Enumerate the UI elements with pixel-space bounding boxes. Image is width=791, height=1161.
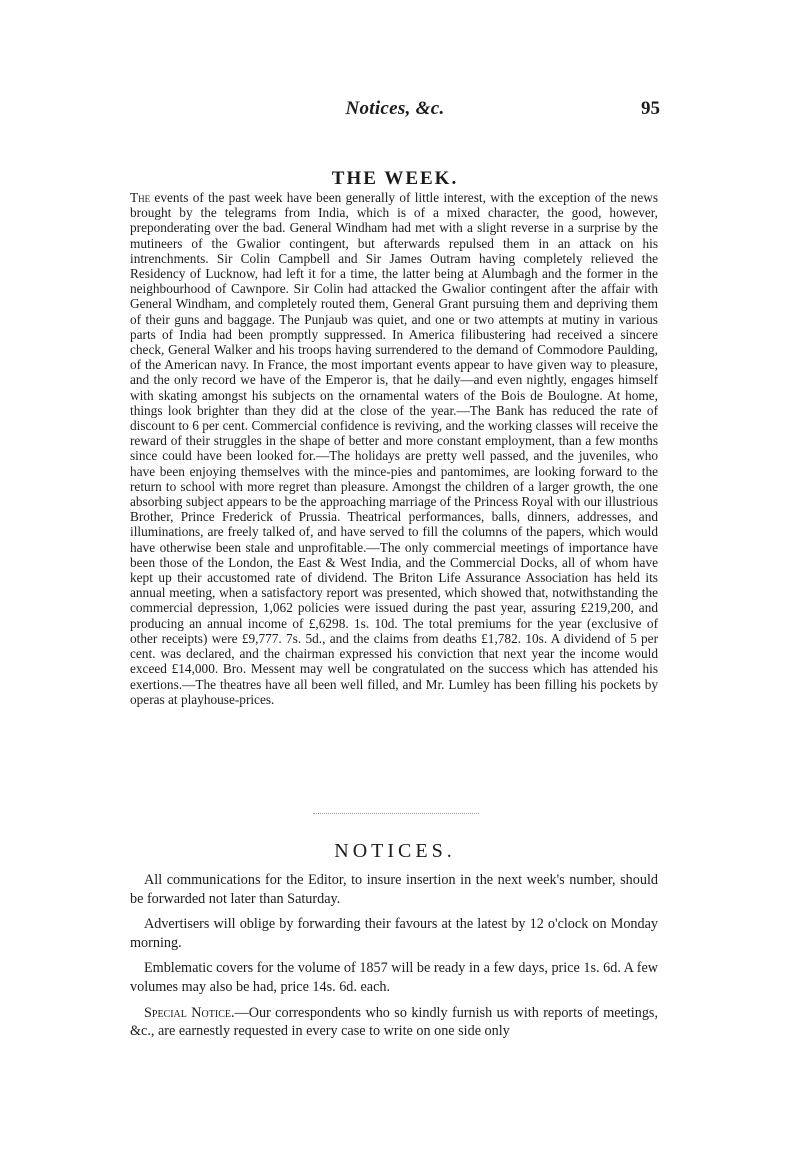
notice-text: Advertisers will oblige by forwarding their favours at the latest by 12 o'clock on Monday morning. <box>130 916 658 951</box>
week-body-paragraph <box>130 190 658 707</box>
notice-paragraph-advertisers <box>130 915 658 952</box>
notice-text: Emblematic covers for the volume of 1857 will be ready in a few days, price 1s. 6d. A few volumes may also be had, price 14s. 6d. each. <box>130 960 658 995</box>
week-body-lead: The <box>130 190 151 205</box>
notices-list <box>130 871 658 1048</box>
page-number: 95 <box>641 98 660 119</box>
notice-text: —Our correspondents who so kindly furnish us with reports of meetings, &c., are earnestly requested in every case to write on one side only <box>130 1004 658 1040</box>
section-divider <box>313 813 479 814</box>
notice-text: All communications for the Editor, to insure insertion in the next week's number, should be forwarded not later than Saturday. <box>130 872 658 907</box>
notice-paragraph-special <box>130 1004 658 1041</box>
notice-paragraph-editor <box>130 871 658 908</box>
notice-paragraph-covers <box>130 959 658 996</box>
notices-section-title: NOTICES. <box>334 840 456 862</box>
week-body-text: events of the past week have been generally of little interest, with the exception of the news brought by the telegrams from India, which is of a mixed character, the good, however, preponderating over the bad. General Windham had met with a slight reverse in a surprise by the mutineers of the Gwalior contingent, but afterwards repulsed them in an attack on his intrenchments. Sir Colin Campbell and Sir James Outram having completely relieved the Residency of Lucknow, had left it for a time, the latter being at Alumbagh and the former in the neighbourhood of Cawnpore. Sir Colin had attacked the Gwalior contingent after the affair with General Windham, and completely routed them, General Grant pursuing them and depriving them of their guns and baggage. The Punjaub was quiet, and one or two attempts at mutiny in various parts of India had been promptly suppressed. In America filibustering had received a sincere check, General Walker and his troops having surrendered to the demand of Commodore Paulding, of the American navy. In France, the most important events appear to have given way to pleasure, and the only record we have of the Emperor is, that he daily—and even nightly, engages himself with skating amongst his subjects on the ornamental waters of the Bois de Boulogne. At home, things look brighter than they did at the close of the year.—The Bank has reduced the rate of discount to 6 per cent. Commercial confidence is reviving, and the working classes will receive the reward of their struggles in the shape of better and more constant employment, than a few months since could have been looked for.—The holidays are pretty well passed, and the juveniles, who have been enjoying themselves with the mince-pies and pantomimes, are looking forward to the return to school with more regret than pleasure. Amongst the children of a larger growth, the one absorbing subject appears to be the approaching marriage of the Princess Royal with our illustrious Brother, Prince Frederick of Prussia. Theatrical performances, balls, dinners, addresses, and illuminations, are freely talked of, and have served to fill the columns of the papers, which would have otherwise been stale and unprofitable.—The only commercial meetings of importance have been those of the London, the East & West India, and the Commercial Docks, all of whom have kept up their accustomed rate of dividend. The Briton Life Assurance Association has held its annual meeting, when a satisfactory report was presented, which showed that, notwithstanding the commercial depression, 1,062 policies were issued during the past year, assuring £219,200, and producing an annual income of £,6298. 1s. 10d. The total premiums for the year (exclusive of other receipts) were £9,777. 7s. 5d., and the claims from deaths £1,782. 10s. A dividend of 5 per cent. was declared, and the chairman expressed his conviction that next year the income would exceed £14,000. Bro. Messent may well be congratulated on the success which has attended his exertions.—The theatres have all been well filled, and Mr. Lumley has been filling his pockets by operas at playhouse-prices. <box>130 190 658 707</box>
week-section-title: THE WEEK. <box>331 168 459 189</box>
running-title: Notices, &c. <box>345 98 445 119</box>
running-head <box>130 98 660 122</box>
notice-lead: Special Notice. <box>144 1004 235 1021</box>
